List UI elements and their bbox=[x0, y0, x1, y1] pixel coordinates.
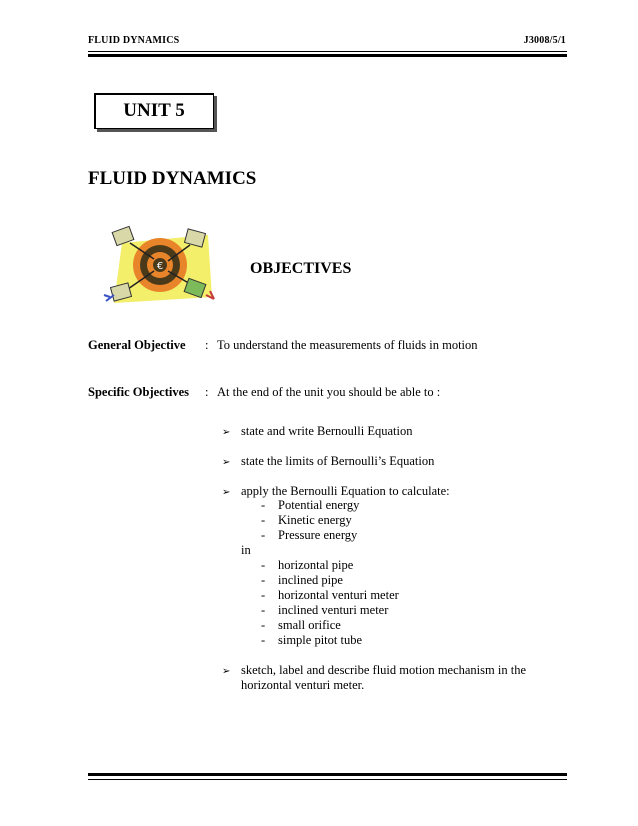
target-with-darts-icon bbox=[100, 215, 220, 310]
bullet-text: state the limits of Bernoulli’s Equation bbox=[241, 454, 435, 468]
general-objective-label: General Objective bbox=[88, 338, 186, 352]
header-right: J3008/5/1 bbox=[523, 35, 566, 46]
dash: - bbox=[261, 618, 266, 632]
list-item bbox=[222, 484, 230, 499]
dash: - bbox=[261, 498, 266, 512]
header-rule-thin bbox=[88, 51, 567, 52]
bullet-text: apply the Bernoulli Equation to calculate: bbox=[241, 484, 450, 498]
list-item bbox=[222, 454, 230, 469]
dash: - bbox=[261, 588, 266, 602]
header-rule-thick bbox=[88, 54, 567, 57]
bullet-arrow-icon: ➢ bbox=[222, 487, 231, 498]
bullet-text-continued: horizontal venturi meter. bbox=[241, 678, 365, 692]
unit-label: UNIT 5 bbox=[123, 100, 185, 121]
sub-item: horizontal venturi meter bbox=[278, 588, 399, 602]
specific-objectives-colon: : bbox=[205, 385, 209, 399]
specific-objectives-label: Specific Objectives bbox=[88, 385, 190, 399]
sub-item: horizontal pipe bbox=[278, 558, 354, 572]
header-left: FLUID DYNAMICS bbox=[88, 35, 180, 46]
list-item bbox=[222, 424, 230, 439]
specific-objectives-text: At the end of the unit you should be able to : bbox=[217, 385, 441, 399]
sub-item: Potential energy bbox=[278, 498, 360, 512]
bullet-arrow-icon: ➢ bbox=[222, 457, 231, 468]
sub-item: Kinetic energy bbox=[278, 513, 352, 527]
unit-box bbox=[94, 93, 214, 129]
dash: - bbox=[261, 513, 266, 527]
bullet-arrow-icon: ➢ bbox=[222, 427, 231, 438]
dash: - bbox=[261, 603, 266, 617]
footer-rule-thick bbox=[88, 773, 567, 776]
general-objective-colon: : bbox=[205, 338, 209, 352]
bullet-text: sketch, label and describe fluid motion mechanism in the bbox=[241, 663, 526, 677]
sub-item: simple pitot tube bbox=[278, 633, 363, 647]
page-title: FLUID DYNAMICS bbox=[88, 168, 257, 189]
list-item bbox=[222, 663, 230, 678]
svg-text:€: € bbox=[156, 261, 164, 272]
bullet-arrow-icon: ➢ bbox=[222, 666, 231, 677]
dash: - bbox=[261, 573, 266, 587]
in-label: in bbox=[241, 543, 251, 557]
sub-item: Pressure energy bbox=[278, 528, 358, 542]
dash: - bbox=[261, 558, 266, 572]
sub-item: inclined pipe bbox=[278, 573, 343, 587]
bullet-text: state and write Bernoulli Equation bbox=[241, 424, 413, 438]
objectives-heading: OBJECTIVES bbox=[250, 260, 352, 277]
dash: - bbox=[261, 633, 266, 647]
dash: - bbox=[261, 528, 266, 542]
sub-item: small orifice bbox=[278, 618, 341, 632]
footer-rule-thin bbox=[88, 779, 567, 780]
general-objective-text: To understand the measurements of fluids in motion bbox=[217, 338, 478, 352]
sub-item: inclined venturi meter bbox=[278, 603, 389, 617]
